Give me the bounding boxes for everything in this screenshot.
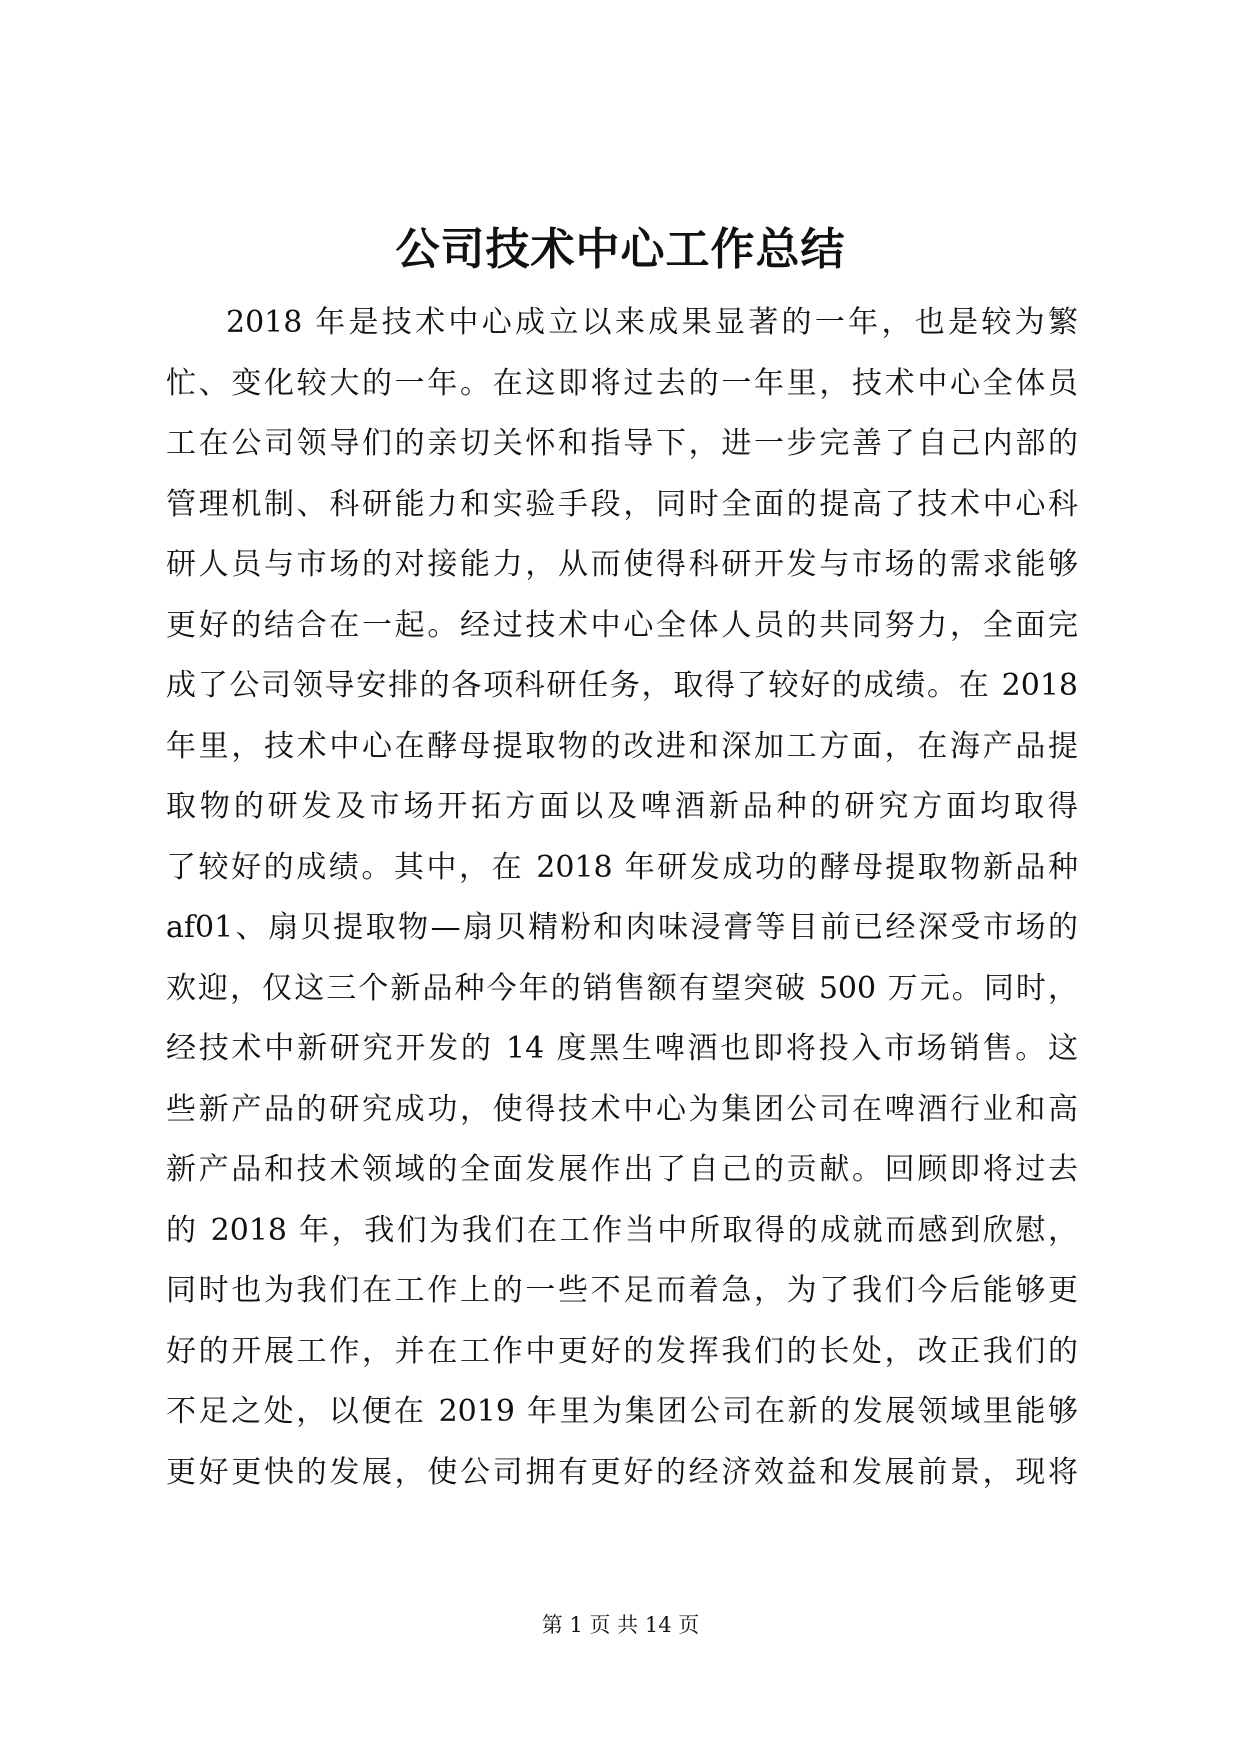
paragraph-line: 取物的研发及市场开拓方面以及啤酒新品种的研究方面均取得	[166, 789, 1078, 824]
paragraph-line: 好的开展工作，并在工作中更好的发挥我们的长处，改正我们的	[166, 1333, 1078, 1369]
paragraph-line: 欢迎，仅这三个新品种今年的销售额有望突破 500 万元。同时，	[166, 970, 1078, 1006]
document-body	[166, 293, 1078, 1503]
paragraph-line: 更好的结合在一起。经过技术中心全体人员的共同努力，全面完	[166, 607, 1078, 643]
paragraph-line: 不足之处，以便在 2019 年里为集团公司在新的发展领域里能够	[166, 1394, 1078, 1429]
paragraph-line: 忙、变化较大的一年。在这即将过去的一年里，技术中心全体员	[166, 365, 1078, 401]
paragraph-line: 些新产品的研究成功，使得技术中心为集团公司在啤酒行业和高	[166, 1091, 1078, 1127]
paragraph-line: 工在公司领导们的亲切关怀和指导下，进一步完善了自己内部的	[166, 426, 1078, 461]
paragraph-line: 经技术中新研究开发的 14 度黑生啤酒也即将投入市场销售。这	[166, 1031, 1078, 1066]
paragraph-line: 同时也为我们在工作上的一些不足而着急，为了我们今后能够更	[166, 1273, 1078, 1308]
paragraph-line: 更好更快的发展，使公司拥有更好的经济效益和发展前景，现将	[166, 1454, 1078, 1490]
page-number-footer: 第 1 页 共 14 页	[541, 1613, 700, 1637]
paragraph-line: 了较好的成绩。其中，在 2018 年研发成功的酵母提取物新品种	[166, 849, 1078, 885]
paragraph-line: 研人员与市场的对接能力，从而使得科研开发与市场的需求能够	[166, 547, 1078, 582]
paragraph-line: af01、扇贝提取物—扇贝精粉和肉味浸膏等目前已经深受市场的	[166, 910, 1078, 945]
document-title: 公司技术中心工作总结	[395, 224, 846, 275]
paragraph-line: 新产品和技术领域的全面发展作出了自己的贡献。回顾即将过去	[166, 1152, 1078, 1187]
paragraph-line: 的 2018 年，我们为我们在工作当中所取得的成就而感到欣慰，	[166, 1212, 1078, 1248]
paragraph-line: 年里，技术中心在酵母提取物的改进和深加工方面，在海产品提	[166, 728, 1078, 764]
paragraph-line: 管理机制、科研能力和实验手段，同时全面的提高了技术中心科	[166, 486, 1078, 522]
paragraph-line: 成了公司领导安排的各项科研任务，取得了较好的成绩。在 2018	[166, 668, 1078, 703]
paragraph-line: 2018 年是技术中心成立以来成果显著的一年，也是较为繁	[226, 305, 1078, 340]
